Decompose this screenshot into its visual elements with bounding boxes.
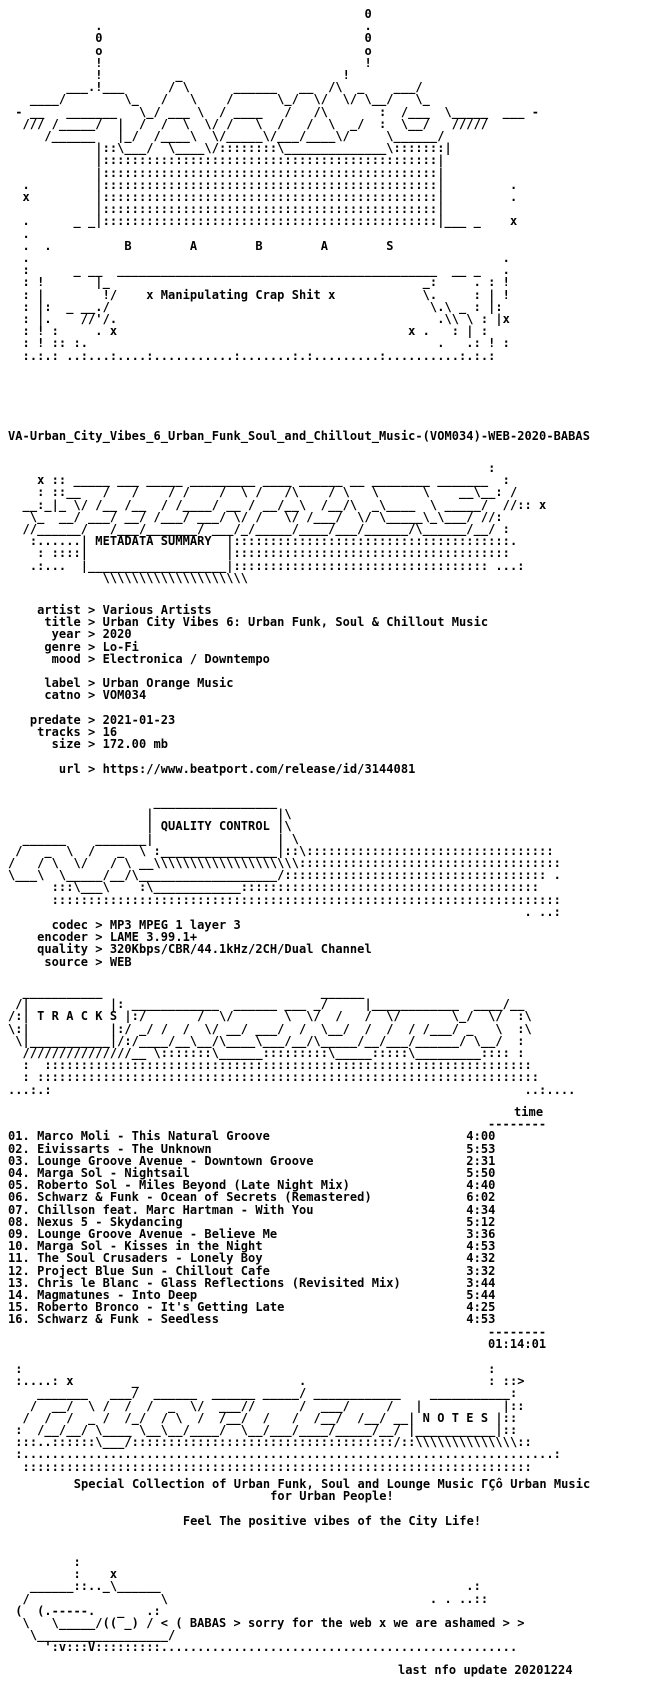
babas-logo-art: 0 . . 0 0 o o ! ! ! _ ! ___.!___ / \ ______ __ /\ _ ___/ ____/ \_ / \ / \_/ \/ \/ \__/ \_ - __ _______ \_/ ___ \ / ____ / /\ : /___ \_____ ___ - /// /_____/ | / / \ \/ / \ / / \ _/ : \__/ ///// /______ |_/ /____\ \/_____\/___/____\/ \______/ |::\___/ \____\/::::::::\______________\:::::::| |::::::::::::::::::::::::::::::::::::::::::::::| |::::::::::::::::::::::::::::::::::::::::::::::| . |::::::::::::::::::::::::::::::::::::::::::::::| . x |::::::::::::::::::::::::::::::::::::::::::::::| . |::::::::::::::::::::::::::::::::::::::::::::::| . _ _|::::::::::::::::::::::::::::::::::::::::::::::|___ _ x . . . B A B A S . . : _ __ ____________________________________________ __ _ . : ! |_ _: . : ! : | !/ x Manipulating Crap Shit x \. : | ! : |: _ __./ \.\ _ : |: : |. //'/. .\\ \ : |x : ! : . x x . : | : : ! :: :. . .: ! : :.:.: ..:...:....:...........:.......:.:.........:..........:.:.: [15, 7, 540, 363]
quality-fields: codec > MP3 MPEG 1 layer 3 encoder > LAME 3.99.1+ quality > 320Kbps/CBR/44.1kHz/2CH/Dual Channel source > WEB [37, 918, 372, 969]
metadata-summary-art: : x :: _____ ___ _____ _________ ____ ______ __ ________ _______ : : ::__ / / / / / \ / /\ / \ \ \ __\__: / __:_|_ \/ /__ /__ / /____/ __ / __/__\ /__/\ _\____ \ _____/ //:: x \_ __/ ___/ __/ /___/ ___/ \/ / \/ /___/ \/ \_____\_\___/ //: //______/ /___/_______/ ___/_/_____/____/___/______/\______/__/ : :......| METADATA SUMMARY |::::::::::::::::::::::::::::::::::::::. : ::::| |:::::::::::::::::::::::::::::::::::::: .:... |___________________|::::::::::::::::::::::::::::::::::: ...: \\\\\\\\\\\\\\\\\\\\ [22, 461, 547, 585]
track-list: 01. Marco Moli - This Natural Groove 4:00 02. Eivissarts - The Unknown 5:53 03. Lounge Groove Avenue - Downtown Groove 2:31 04. Marga Sol - Nightsail 5:50 05. Roberto Sol - Miles Beyond (Late Night Mix) 4:40 06. Schwarz & Funk - Ocean of Secrets (Remastered) 6:02 07. Chillson feat. Marc Hartman - With You 4:34 08. Nexus 5 - Skydancing 5:12 09. Lounge Groove Avenue - Believe Me 3:36 10. Marga Sol - Kisses in the Night 4:53 11. The Soul Crusaders - Lonely Boy 4:32 12. Project Blue Sun - Chillout Cafe 3:32 13. Chris le Blanc - Glass Reflections (Revisited Mix) 3:44 14. Magmatunes - Into Deep 5:44 15. Roberto Bronco - It's Getting Late 4:25 16. Schwarz & Funk - Seedless 4:53 [8, 1129, 496, 1327]
tracklist-header [8, 1106, 546, 1130]
footer-art: : : x ______::.._\______ .: / \ . . ..:: ( (.-----. _ .: \ \_____/(( _) / < ( BABAS > sorry for the web x we are ashamed > > \__________________/ ':v:::V:::::::::................................................. [15, 1555, 525, 1655]
notes-text [8, 1478, 656, 1527]
notes-spacer [8, 1502, 656, 1514]
notes-line-2: for Urban People! [270, 1489, 394, 1504]
tracklist-section [8, 1106, 546, 1350]
time-header: time [514, 1105, 544, 1119]
quality-control-art: _________________ | |\ | QUALITY CONTROL |\ ______ _______| | \ / _ \ / _ \ :________________|::\:::::::::::::::::::::::::::::::::: / / \ \/ / \ __\\\\\\\\\\\\\\\\\\\\:::::::::::::::::::::::::::::::::::: \___\ \_____/__/\___________________/:::::::::::::::::::::::::::::::::::: . :::\___\ :\____________::::::::::::::::::::::::::::::::::::::::: :::::::::::::::::::::::::::::::::::::::::::::::::::::::::::::::::::::: . ..: [8, 795, 561, 919]
notes-line-3: Feel The positive vibes of the City Life! [182, 1513, 482, 1528]
time-header-rule: -------- [488, 1117, 547, 1132]
tracks-art: ___________ ______ /| |: ____________ ______ ___ _/ |____________ ____/__ /:| T R A C K S |:/ / \/ \ \/ / / \/ \_/ \/ :\ \:| |:/ _/ / / \/ __/ ___/ / \__/ / / / /___/ _ \ :\ \|___________|/:/____/__\__/\____\___/__/\_____/__/___/______/ \__/ : ///////////////__ \:::::::\______:::::::::\_____:::::\_________:::: : : ::::::::::::::::::::::::::::::::::::::::::::::::::::::::::::::::::: : ::::::::::::::::::::::::::::::::::::::::::::::::::::::::::::::::::::: ...:.: ..:.... [8, 985, 576, 1097]
notes-line-1: Special Collection of Urban Funk, Soul and Lounge Music ΓÇô Urban Music [73, 1477, 591, 1491]
footer-update: last nfo update 20201224 [398, 1663, 573, 1677]
release-name: VA-Urban_City_Vibes_6_Urban_Funk_Soul_and_Chillout_Music-(VOM034)-WEB-2020-BABAS [8, 429, 590, 443]
total-time: 01:14:01 [488, 1336, 547, 1351]
metadata-fields: artist > Various Artists title > Urban City Vibes 6: Urban Funk, Soul & Chillout Music year > 2020 genre > Lo-Fi mood > Electronica / Downtempo label > Urban Orange Music catno > VOM034 predate > 2021-01-23 tracks > 16 size > 172.00 mb url > https://www.beatport.com/release/id/3144081 [29, 603, 489, 776]
total-rule: -------- [488, 1324, 547, 1339]
tracklist-total [8, 1326, 546, 1350]
notes-art: : : :....: x _ . : ::> _______ ___/ ______ ______ _____/ ____________ ___________: / __/ \ / / / _ \/ ___// / ___/ / | |:: / / / _ / /_/ / \ / /__/ / / /__/ /__/ __| N O T E S |:: : /__/__/ \____ \__\__/____/ \__/___/____/_____/__/ |___________|:: :::..::::::\___/::::::::::::::::::::::::::::::::::::/::\\\\\\\\\\\\\\:: :.........................................................................: :::::::::::::::::::::::::::::::::::::::::::::::::::::::::::::::::::::: [15, 1362, 561, 1474]
